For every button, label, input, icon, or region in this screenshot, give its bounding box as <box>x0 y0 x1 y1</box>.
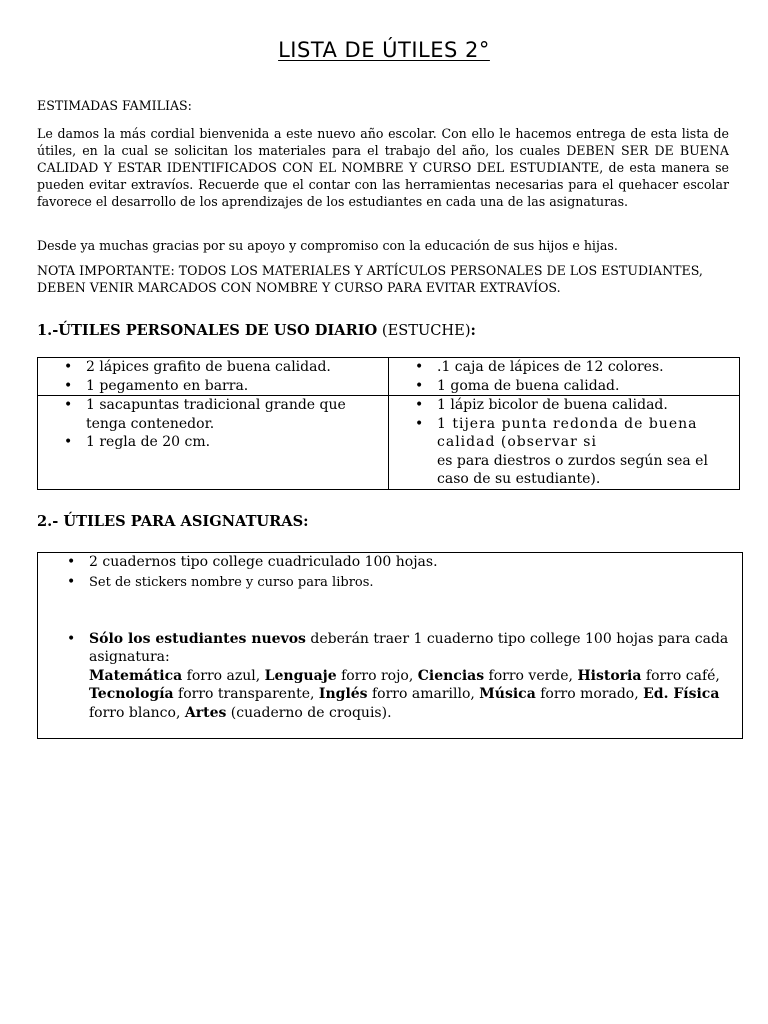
list-item: • 1 sacapuntas tradicional grande que tenga contenedor. <box>86 396 382 433</box>
important-note: NOTA IMPORTANTE: TODOS LOS MATERIALES Y ARTÍCULOS PERSONALES DE LOS ESTUDIANTES, DEBEN VENIR MARCADOS CON NOMBRE Y CURSO PARA EVITAR EXTRAVÍOS. <box>37 263 703 295</box>
subject-supplies-box <box>37 552 743 739</box>
list-item: • Set de stickers nombre y curso para libros. <box>89 572 742 593</box>
list-item: • .1 caja de lápices de 12 colores. <box>437 358 733 377</box>
table-row <box>38 358 740 396</box>
thanks-paragraph: Desde ya muchas gracias por su apoyo y compromiso con la educación de sus hijos e hijas. <box>37 238 618 253</box>
list-item: • 2 lápices grafito de buena calidad. <box>86 358 382 377</box>
table-cell <box>38 396 389 490</box>
supply-list <box>38 396 382 452</box>
greeting: ESTIMADAS FAMILIAS: <box>37 98 192 113</box>
list-item: • 1 goma de buena calidad. <box>437 377 733 396</box>
supply-list <box>38 358 382 395</box>
list-item: • 1 lápiz bicolor de buena calidad. <box>437 396 733 415</box>
section2-heading: 2.- ÚTILES PARA ASIGNATURAS: <box>37 513 309 530</box>
list-item: • 1 regla de 20 cm. <box>86 433 382 452</box>
list-item: • 1 tijera punta redonda de buena calidad (observar si es para diestros o zurdos según sea el caso de su estudiante). <box>437 415 733 489</box>
table-cell <box>389 396 740 490</box>
list-item: • Sólo los estudiantes nuevos deberán traer 1 cuaderno tipo college 100 hojas para cada asignatura: Matemática forro azul, Lenguaje forro rojo, Ciencias forro verde, Historia forro café, Tecnología forro transparente, Inglés forro amarillo, Música forro morado, Ed. Física forro blanco, Artes (cuaderno de croquis). <box>89 630 742 723</box>
section1-heading: 1.-ÚTILES PERSONALES DE USO DIARIO (ESTUCHE): <box>37 322 476 339</box>
supply-list <box>38 553 742 593</box>
table-cell <box>389 358 740 396</box>
supply-list <box>38 630 742 723</box>
table-cell <box>38 358 389 396</box>
intro-paragraph: Le damos la más cordial bienvenida a este nuevo año escolar. Con ello le hacemos entrega de esta lista de útiles, en la cual se solicitan los materiales para el trabajo del año, los cuales DEBEN SER DE BUENA CALIDAD Y ESTAR IDENTIFICADOS CON EL NOMBRE Y CURSO DEL ESTUDIANTE, de esta manera se pueden evitar extravíos. Recuerde que el contar con las herramientas necesarias para el quehacer escolar favorece el desarrollo de los aprendizajes de los estudiantes en cada una de las asignaturas. <box>37 126 729 209</box>
personal-supplies-table <box>37 357 740 490</box>
supply-list <box>389 358 733 395</box>
list-item: • 1 pegamento en barra. <box>86 377 382 396</box>
supply-list <box>389 396 733 489</box>
page-title: LISTA DE ÚTILES 2° <box>278 38 490 62</box>
table-row <box>38 396 740 490</box>
list-item: • 2 cuadernos tipo college cuadriculado 100 hojas. <box>89 553 742 572</box>
